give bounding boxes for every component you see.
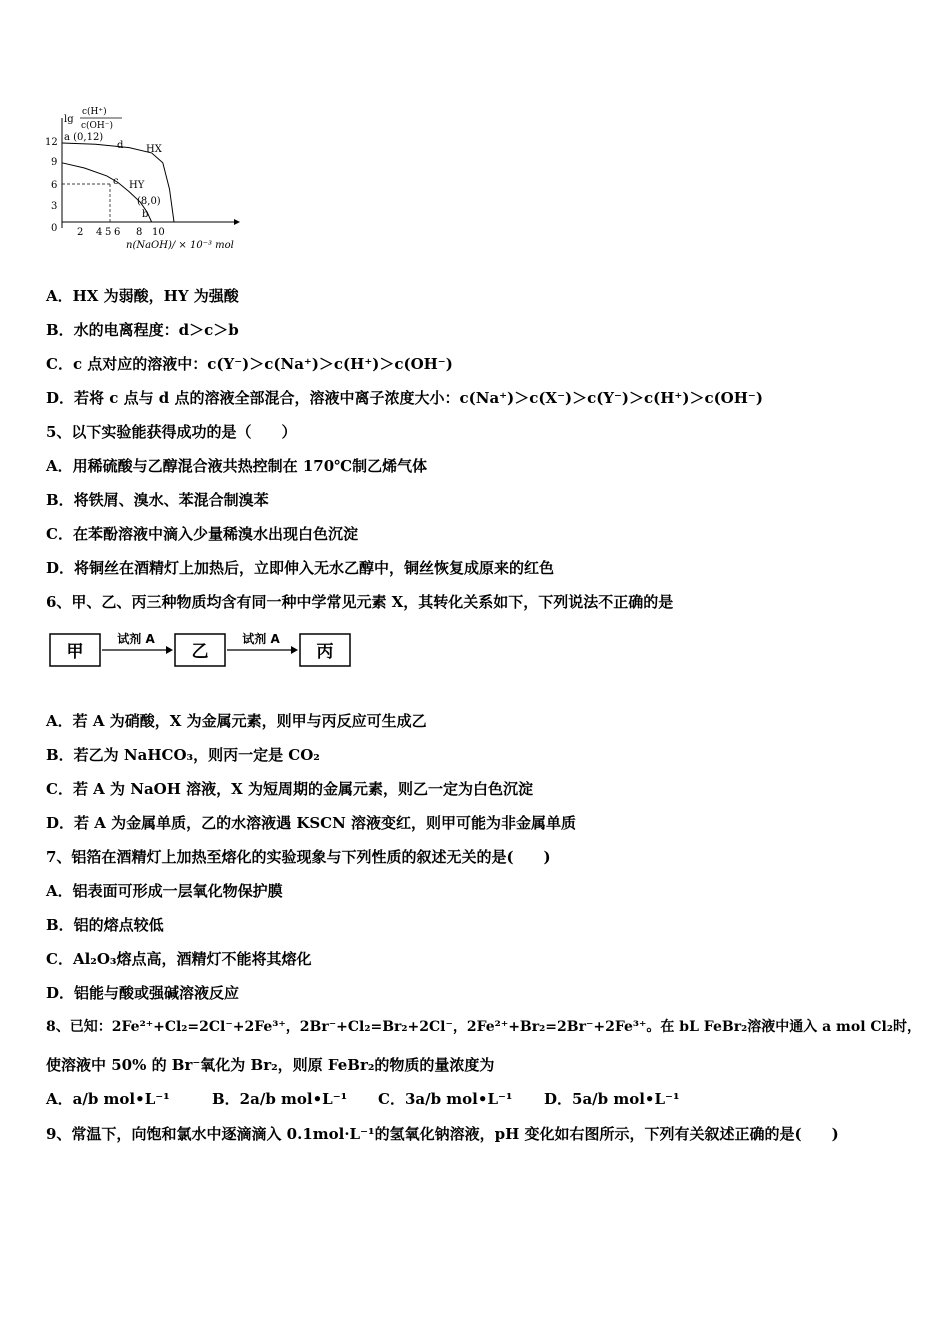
q8-options <box>46 1089 680 1109</box>
titration-chart <box>42 100 242 255</box>
point-b-label: b <box>142 209 149 220</box>
q6-option-c: C．若 A 为 NaOH 溶液，X 为短周期的金属元素，则乙一定为白色沉淀 <box>46 780 533 798</box>
arrow-2-head <box>291 646 298 654</box>
xtick-6: 6 <box>114 227 121 238</box>
ytick-0: 0 <box>51 223 58 234</box>
xtick-5: 5 <box>105 227 112 238</box>
q5-option-d: D．将铜丝在酒精灯上加热后，立即伸入无水乙醇中，铜丝恢复成原来的红色 <box>46 559 555 577</box>
arrow-2-label: 试剂 A <box>242 632 280 646</box>
q8-option-d: D．5a/b mol•L⁻¹ <box>544 1090 680 1108</box>
ytick-9: 9 <box>51 157 58 168</box>
q6-option-d: D．若 A 为金属单质，乙的水溶液遇 KSCN 溶液变红，则甲可能为非金属单质 <box>46 814 577 832</box>
q8-option-c: C．3a/b mol•L⁻¹ <box>378 1090 513 1108</box>
ytick-3: 3 <box>51 201 58 212</box>
box-bing-label: 丙 <box>316 642 334 662</box>
q8-option-b: B．2a/b mol•L⁻¹ <box>212 1090 348 1108</box>
ylabel-prefix: lg <box>64 114 74 125</box>
box-jia-label: 甲 <box>66 642 84 662</box>
q8-stem-line-1: 8、已知：2Fe²⁺+Cl₂=2Cl⁻+2Fe³⁺，2Br⁻+Cl₂=Br₂+2Cl⁻，2Fe²⁺+Br₂=2Br⁻+2Fe³⁺。在 bL FeBr₂溶液中通入 a mol Cl₂时， <box>46 1019 921 1035</box>
arrow-1-head <box>166 646 173 654</box>
box-yi-label: 乙 <box>191 642 209 662</box>
point-c-label: c <box>113 176 119 187</box>
q5-option-b: B．将铁屑、溴水、苯混合制溴苯 <box>46 491 269 509</box>
q7-option-d: D．铝能与酸或强碱溶液反应 <box>46 984 240 1002</box>
q9-stem: 9、常温下，向饱和氯水中逐滴滴入 0.1mol·L⁻¹的氢氧化钠溶液，pH 变化如右图所示，下列有关叙述正确的是( ) <box>46 1125 839 1143</box>
xtick-10: 10 <box>152 227 165 238</box>
xtick-8: 8 <box>136 227 143 238</box>
xtick-4: 4 <box>96 227 103 238</box>
q6-option-b: B．若乙为 NaHCO₃，则丙一定是 CO₂ <box>46 746 320 764</box>
q4-option-c: C．c 点对应的溶液中：c(Y⁻)＞c(Na⁺)＞c(H⁺)＞c(OH⁻) <box>46 355 453 373</box>
q5-option-a: A．用稀硫酸与乙醇混合液共热控制在 170℃制乙烯气体 <box>46 457 428 475</box>
q4-option-a: A．HX 为弱酸，HY 为强酸 <box>46 287 239 305</box>
point-a-label: a (0,12) <box>64 132 104 143</box>
point-b-coord-label: (8,0) <box>137 196 161 207</box>
ytick-6: 6 <box>51 180 58 191</box>
ylabel-denominator: c(OH⁻) <box>81 121 114 131</box>
conversion-diagram <box>46 628 356 672</box>
x-axis-arrow <box>234 219 240 225</box>
q4-option-d: D．若将 c 点与 d 点的溶液全部混合，溶液中离子浓度大小：c(Na⁺)＞c(X⁻)＞c(Y⁻)＞c(H⁺)＞c(OH⁻) <box>46 389 763 407</box>
q4-option-b: B．水的电离程度：d＞c＞b <box>46 321 239 339</box>
hy-curve <box>62 163 152 222</box>
arrow-1-label: 试剂 A <box>117 632 155 646</box>
point-d-label: d <box>117 140 124 151</box>
q5-stem: 5、以下实验能获得成功的是（ ） <box>46 423 297 441</box>
q6-stem: 6、甲、乙、丙三种物质均含有同一种中学常见元素 X，其转化关系如下，下列说法不正确的是 <box>46 593 674 611</box>
curve-hy-label: HY <box>129 180 145 191</box>
q7-option-b: B．铝的熔点较低 <box>46 916 164 934</box>
curve-hx-label: HX <box>146 144 162 155</box>
ylabel-numerator: c(H⁺) <box>82 107 107 117</box>
xlabel: n(NaOH)/ × 10⁻³ mol <box>126 240 234 251</box>
q8-option-a: A．a/b mol•L⁻¹ <box>46 1090 170 1108</box>
q6-option-a: A．若 A 为硝酸，X 为金属元素，则甲与丙反应可生成乙 <box>46 712 427 730</box>
ytick-12: 12 <box>45 137 58 148</box>
q5-option-c: C．在苯酚溶液中滴入少量稀溴水出现白色沉淀 <box>46 525 358 543</box>
q7-option-c: C．Al₂O₃熔点高，酒精灯不能将其熔化 <box>46 950 312 968</box>
q8-stem-line-2: 使溶液中 50% 的 Br⁻氧化为 Br₂，则原 FeBr₂的物质的量浓度为 <box>46 1056 495 1074</box>
q7-option-a: A．铝表面可形成一层氧化物保护膜 <box>46 882 283 900</box>
xtick-2: 2 <box>77 227 84 238</box>
q7-stem: 7、铝箔在酒精灯上加热至熔化的实验现象与下列性质的叙述无关的是( ) <box>46 848 551 866</box>
